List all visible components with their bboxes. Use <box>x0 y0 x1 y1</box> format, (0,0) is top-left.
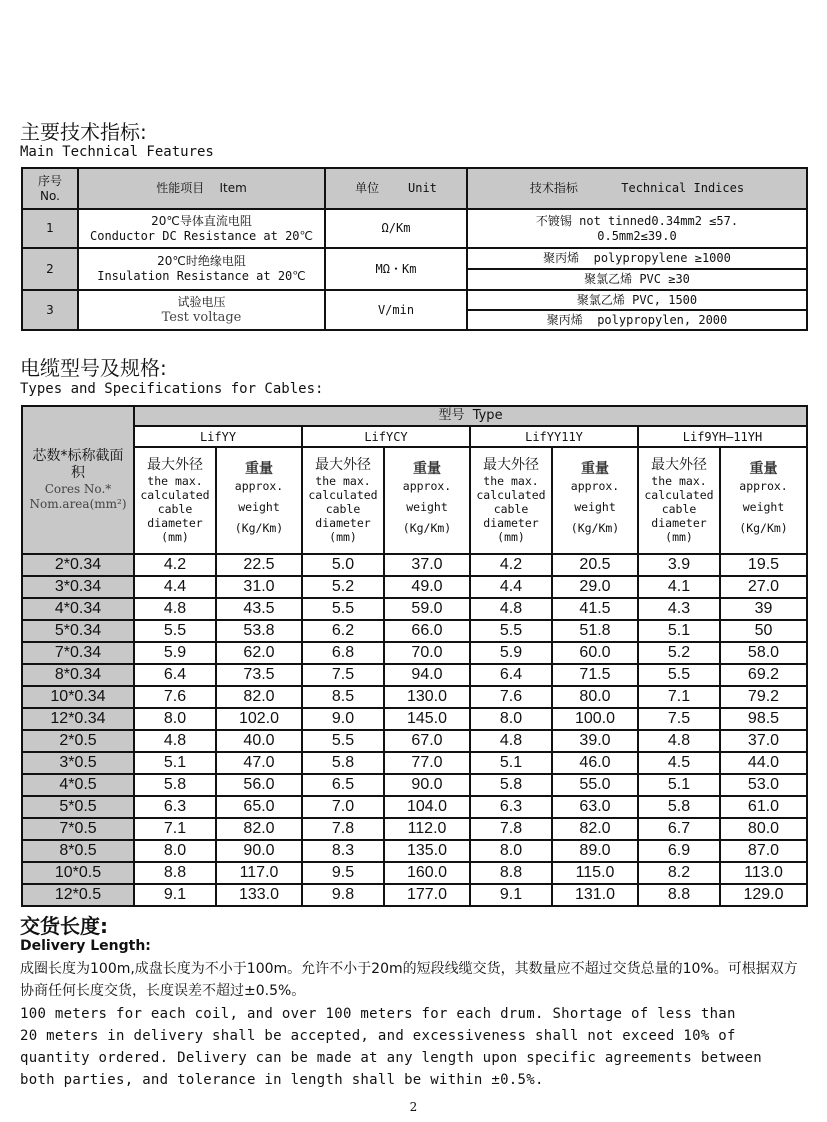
diameter-cell: 4.8 <box>470 730 552 752</box>
diameter-header-l4: diameter <box>483 516 539 530</box>
diameter-cell: 6.5 <box>302 774 384 796</box>
weight-cell: 50 <box>720 620 807 642</box>
table-row <box>22 774 807 796</box>
row-indices: 聚氯乙烯 PVC ≥30 <box>467 269 807 290</box>
weight-header <box>384 447 470 554</box>
diameter-cell: 5.5 <box>302 598 384 620</box>
weight-cell: 39 <box>720 598 807 620</box>
diameter-cell: 5.1 <box>470 752 552 774</box>
cores-header-cn: 芯数*标称截面积 <box>32 448 124 481</box>
weight-cell: 135.0 <box>384 840 470 862</box>
row-indices: 聚丙烯 polypropylen, 2000 <box>467 310 807 330</box>
table-row <box>22 818 807 840</box>
row-no: 1 <box>22 209 78 248</box>
weight-header-l2: weight <box>574 500 616 514</box>
weight-cell: 73.5 <box>216 664 302 686</box>
weight-cell: 62.0 <box>216 642 302 664</box>
diameter-header-l3: cable <box>157 502 193 516</box>
indices-line: 0.5mm2≤39.0 <box>597 228 677 243</box>
section-title-main-technical-cn: 主要技术指标: <box>20 120 147 144</box>
weight-cell: 69.2 <box>720 664 807 686</box>
diameter-cell: 5.1 <box>638 620 720 642</box>
diameter-cell: 4.4 <box>470 576 552 598</box>
weight-cell: 145.0 <box>384 708 470 730</box>
weight-cell: 102.0 <box>216 708 302 730</box>
item-en: Conductor DC Resistance at 20℃ <box>90 228 313 243</box>
weight-header-l1: approx. <box>402 479 452 493</box>
weight-cell: 82.0 <box>216 818 302 840</box>
diameter-header-cn: 最大外径 <box>147 457 203 473</box>
diameter-cell: 9.1 <box>470 884 552 906</box>
diameter-cell: 5.2 <box>302 576 384 598</box>
diameter-cell: 5.1 <box>134 752 216 774</box>
weight-cell: 129.0 <box>720 884 807 906</box>
diameter-cell: 9.1 <box>134 884 216 906</box>
cable-specifications-table <box>21 405 808 907</box>
diameter-cell: 4.1 <box>638 576 720 598</box>
weight-cell: 90.0 <box>216 840 302 862</box>
diameter-cell: 9.0 <box>302 708 384 730</box>
diameter-cell: 7.8 <box>302 818 384 840</box>
diameter-header <box>470 447 552 554</box>
header-no <box>22 168 78 209</box>
indices-line: 不镀锡 not tinned0.34mm2 ≤57. <box>535 213 739 228</box>
row-item <box>78 209 325 248</box>
weight-cell: 80.0 <box>720 818 807 840</box>
delivery-line: 20 meters in delivery shall be accepted, and excessiveness shall not exceed 10% of <box>20 1028 736 1044</box>
diameter-cell: 5.5 <box>302 730 384 752</box>
table-header-row <box>22 168 807 209</box>
diameter-cell: 7.5 <box>302 664 384 686</box>
weight-cell: 59.0 <box>384 598 470 620</box>
weight-cell: 65.0 <box>216 796 302 818</box>
weight-cell: 82.0 <box>552 818 638 840</box>
header-unit: 单位 Unit <box>325 168 467 209</box>
weight-cell: 115.0 <box>552 862 638 884</box>
diameter-cell: 3.9 <box>638 554 720 576</box>
weight-cell: 130.0 <box>384 686 470 708</box>
type-header: 型号 Type <box>134 406 807 426</box>
diameter-cell: 7.1 <box>134 818 216 840</box>
diameter-cell: 9.8 <box>302 884 384 906</box>
diameter-header-l5: (mm) <box>329 530 357 544</box>
diameter-header-l1: the max. <box>147 474 203 488</box>
table-row <box>22 884 807 906</box>
technical-features-table <box>21 167 808 331</box>
header-indices: 技术指标 Technical Indices <box>467 168 807 209</box>
row-indices: 聚丙烯 polypropylene ≥1000 <box>467 248 807 269</box>
weight-header-cn: 重量 <box>581 461 609 477</box>
weight-cell: 87.0 <box>720 840 807 862</box>
weight-cell: 40.0 <box>216 730 302 752</box>
diameter-header-l3: cable <box>493 502 529 516</box>
weight-header-cn: 重量 <box>245 461 273 477</box>
header-no-en: No. <box>40 188 60 203</box>
diameter-cell: 4.8 <box>134 730 216 752</box>
diameter-cell: 6.4 <box>134 664 216 686</box>
diameter-cell: 5.2 <box>638 642 720 664</box>
weight-cell: 80.0 <box>552 686 638 708</box>
column-header-row <box>22 447 807 554</box>
cores-cell: 12*0.34 <box>22 708 134 730</box>
weight-header-l2: weight <box>238 500 280 514</box>
diameter-cell: 6.2 <box>302 620 384 642</box>
weight-cell: 90.0 <box>384 774 470 796</box>
weight-cell: 61.0 <box>720 796 807 818</box>
diameter-cell: 8.0 <box>470 708 552 730</box>
diameter-header-l2: calculated <box>140 488 210 502</box>
diameter-cell: 8.8 <box>470 862 552 884</box>
diameter-cell: 5.5 <box>470 620 552 642</box>
diameter-cell: 8.8 <box>134 862 216 884</box>
weight-cell: 39.0 <box>552 730 638 752</box>
diameter-header <box>134 447 216 554</box>
weight-header-l3: (Kg/Km) <box>402 521 452 535</box>
weight-cell: 67.0 <box>384 730 470 752</box>
cores-cell: 8*0.5 <box>22 840 134 862</box>
weight-header-l3: (Kg/Km) <box>234 521 284 535</box>
diameter-cell: 6.7 <box>638 818 720 840</box>
diameter-header-l1: the max. <box>315 474 371 488</box>
cores-cell: 7*0.5 <box>22 818 134 840</box>
weight-cell: 66.0 <box>384 620 470 642</box>
cores-cell: 4*0.34 <box>22 598 134 620</box>
diameter-header <box>638 447 720 554</box>
diameter-cell: 4.8 <box>470 598 552 620</box>
row-indices <box>467 209 807 248</box>
diameter-cell: 7.1 <box>638 686 720 708</box>
weight-cell: 47.0 <box>216 752 302 774</box>
section-title-main-technical-en: Main Technical Features <box>20 144 214 160</box>
table-row <box>22 708 807 730</box>
weight-cell: 19.5 <box>720 554 807 576</box>
weight-cell: 43.5 <box>216 598 302 620</box>
diameter-cell: 8.0 <box>134 708 216 730</box>
weight-cell: 51.8 <box>552 620 638 642</box>
row-unit: MΩ・Km <box>325 248 467 290</box>
weight-cell: 60.0 <box>552 642 638 664</box>
diameter-cell: 8.5 <box>302 686 384 708</box>
diameter-header-l3: cable <box>661 502 697 516</box>
cores-header <box>22 406 134 554</box>
row-item <box>78 290 325 330</box>
weight-header-l2: weight <box>406 500 448 514</box>
weight-cell: 160.0 <box>384 862 470 884</box>
weight-cell: 58.0 <box>720 642 807 664</box>
table-row <box>22 752 807 774</box>
table-row <box>22 290 807 310</box>
cores-cell: 5*0.5 <box>22 796 134 818</box>
weight-cell: 71.5 <box>552 664 638 686</box>
table-row <box>22 730 807 752</box>
diameter-cell: 8.8 <box>638 884 720 906</box>
diameter-cell: 7.6 <box>470 686 552 708</box>
diameter-cell: 5.0 <box>302 554 384 576</box>
table-row <box>22 686 807 708</box>
row-item <box>78 248 325 290</box>
cores-cell: 8*0.34 <box>22 664 134 686</box>
diameter-header-l5: (mm) <box>665 530 693 544</box>
weight-header-l1: approx. <box>570 479 620 493</box>
weight-cell: 94.0 <box>384 664 470 686</box>
diameter-cell: 7.6 <box>134 686 216 708</box>
weight-cell: 49.0 <box>384 576 470 598</box>
weight-cell: 37.0 <box>720 730 807 752</box>
row-no: 3 <box>22 290 78 330</box>
row-no: 2 <box>22 248 78 290</box>
cores-cell: 2*0.34 <box>22 554 134 576</box>
section-title-delivery-cn: 交货长度: <box>20 914 108 938</box>
table-row <box>22 620 807 642</box>
weight-cell: 41.5 <box>552 598 638 620</box>
weight-cell: 70.0 <box>384 642 470 664</box>
weight-header-l2: weight <box>742 500 785 514</box>
weight-cell: 56.0 <box>216 774 302 796</box>
diameter-cell: 6.3 <box>470 796 552 818</box>
weight-cell: 117.0 <box>216 862 302 884</box>
diameter-cell: 6.3 <box>134 796 216 818</box>
table-row <box>22 248 807 269</box>
weight-cell: 31.0 <box>216 576 302 598</box>
diameter-cell: 4.5 <box>638 752 720 774</box>
weight-cell: 89.0 <box>552 840 638 862</box>
weight-header <box>552 447 638 554</box>
section-title-cable-types-en: Types and Specifications for Cables: <box>20 381 324 397</box>
weight-cell: 53.0 <box>720 774 807 796</box>
weight-header-l3: (Kg/Km) <box>739 521 788 535</box>
weight-cell: 79.2 <box>720 686 807 708</box>
weight-cell: 98.5 <box>720 708 807 730</box>
weight-header <box>720 447 807 554</box>
delivery-line: 100 meters for each coil, and over 100 meters for each drum. Shortage of less than <box>20 1006 736 1022</box>
cores-cell: 5*0.34 <box>22 620 134 642</box>
page-number: 2 <box>409 1100 418 1114</box>
delivery-line: both parties, and tolerance in length shall be within ±0.5%. <box>20 1072 544 1088</box>
diameter-header-l1: the max. <box>651 474 707 488</box>
diameter-cell: 5.8 <box>470 774 552 796</box>
cores-cell: 10*0.34 <box>22 686 134 708</box>
weight-cell: 104.0 <box>384 796 470 818</box>
cores-cell: 2*0.5 <box>22 730 134 752</box>
diameter-cell: 4.8 <box>134 598 216 620</box>
diameter-header-l3: cable <box>325 502 361 516</box>
weight-cell: 113.0 <box>720 862 807 884</box>
diameter-header-l4: diameter <box>147 516 203 530</box>
table-row <box>22 642 807 664</box>
weight-cell: 27.0 <box>720 576 807 598</box>
diameter-cell: 6.4 <box>470 664 552 686</box>
weight-cell: 22.5 <box>216 554 302 576</box>
weight-cell: 131.0 <box>552 884 638 906</box>
weight-header-l1: approx. <box>739 479 788 493</box>
weight-cell: 77.0 <box>384 752 470 774</box>
cores-cell: 10*0.5 <box>22 862 134 884</box>
table-row <box>22 840 807 862</box>
diameter-cell: 4.2 <box>134 554 216 576</box>
delivery-paragraph-en <box>20 1003 820 1091</box>
weight-header-l1: approx. <box>234 479 284 493</box>
cores-cell: 12*0.5 <box>22 884 134 906</box>
weight-cell: 133.0 <box>216 884 302 906</box>
weight-cell: 44.0 <box>720 752 807 774</box>
row-indices: 聚氯乙烯 PVC, 1500 <box>467 290 807 310</box>
table-row <box>22 796 807 818</box>
diameter-header-l5: (mm) <box>497 530 525 544</box>
weight-header-cn: 重量 <box>749 461 778 477</box>
diameter-cell: 8.0 <box>134 840 216 862</box>
diameter-cell: 5.9 <box>134 642 216 664</box>
item-cn: 20℃导体直流电阻 <box>151 213 252 228</box>
weight-cell: 55.0 <box>552 774 638 796</box>
diameter-header-l4: diameter <box>315 516 371 530</box>
diameter-cell: 7.8 <box>470 818 552 840</box>
weight-cell: 100.0 <box>552 708 638 730</box>
model-header: LifYCY <box>302 426 470 447</box>
diameter-cell: 4.2 <box>470 554 552 576</box>
section-title-delivery-en: Delivery Length: <box>20 938 151 954</box>
diameter-cell: 5.8 <box>638 796 720 818</box>
diameter-cell: 5.9 <box>470 642 552 664</box>
row-unit: Ω/Km <box>325 209 467 248</box>
diameter-header-l2: calculated <box>476 488 546 502</box>
cores-header-en-1: Cores No.* <box>44 482 112 496</box>
cores-cell: 4*0.5 <box>22 774 134 796</box>
weight-cell: 82.0 <box>216 686 302 708</box>
header-no-cn: 序号 <box>37 173 62 188</box>
diameter-cell: 7.5 <box>638 708 720 730</box>
diameter-cell: 4.4 <box>134 576 216 598</box>
diameter-header-cn: 最大外径 <box>651 457 707 473</box>
item-cn: 20℃时绝缘电阻 <box>157 254 246 268</box>
diameter-header-l2: calculated <box>644 488 714 502</box>
cores-cell: 3*0.5 <box>22 752 134 774</box>
weight-cell: 112.0 <box>384 818 470 840</box>
weight-cell: 177.0 <box>384 884 470 906</box>
weight-cell: 63.0 <box>552 796 638 818</box>
weight-header-cn: 重量 <box>413 461 441 477</box>
table-row <box>22 576 807 598</box>
diameter-cell: 8.3 <box>302 840 384 862</box>
diameter-cell: 5.8 <box>302 752 384 774</box>
diameter-header-l4: diameter <box>651 516 707 530</box>
diameter-cell: 6.9 <box>638 840 720 862</box>
model-header: LifYY11Y <box>470 426 638 447</box>
table-row <box>22 664 807 686</box>
diameter-cell: 4.8 <box>638 730 720 752</box>
diameter-cell: 8.0 <box>470 840 552 862</box>
diameter-cell: 9.5 <box>302 862 384 884</box>
table-row <box>22 598 807 620</box>
weight-header-l3: (Kg/Km) <box>570 521 620 535</box>
diameter-cell: 8.2 <box>638 862 720 884</box>
diameter-cell: 5.5 <box>134 620 216 642</box>
weight-cell: 53.8 <box>216 620 302 642</box>
weight-cell: 20.5 <box>552 554 638 576</box>
diameter-cell: 5.8 <box>134 774 216 796</box>
item-en: Insulation Resistance at 20℃ <box>97 269 306 283</box>
model-header-row <box>22 426 807 447</box>
diameter-header-cn: 最大外径 <box>483 457 539 473</box>
model-header: LifYY <box>134 426 302 447</box>
type-header-row <box>22 406 807 426</box>
section-title-cable-types-cn: 电缆型号及规格: <box>20 356 167 380</box>
diameter-header-cn: 最大外径 <box>315 457 371 473</box>
diameter-cell: 4.3 <box>638 598 720 620</box>
item-en: Test voltage <box>161 310 242 325</box>
table-row <box>22 554 807 576</box>
weight-header <box>216 447 302 554</box>
diameter-header-l1: the max. <box>483 474 539 488</box>
diameter-cell: 5.5 <box>638 664 720 686</box>
weight-cell: 29.0 <box>552 576 638 598</box>
item-cn: 试验电压 <box>177 295 226 309</box>
weight-cell: 37.0 <box>384 554 470 576</box>
diameter-header-l5: (mm) <box>161 530 189 544</box>
cores-header-en-2: Nom.area(mm²) <box>29 497 127 511</box>
delivery-line: quantity ordered. Delivery can be made at any length upon specific agreements between <box>20 1050 762 1066</box>
row-unit: V/min <box>325 290 467 330</box>
diameter-header <box>302 447 384 554</box>
diameter-header-l2: calculated <box>308 488 378 502</box>
delivery-paragraph-cn: 成圈长度为100m,成盘长度为不小于100m。允许不小于20m的短段线缆交货，其数量应不超过交货总量的10%。可根据双方协商任何长度交货，长度误差不超过±0.5%。 <box>20 961 798 999</box>
diameter-cell: 6.8 <box>302 642 384 664</box>
table-row <box>22 862 807 884</box>
diameter-cell: 7.0 <box>302 796 384 818</box>
cores-cell: 3*0.34 <box>22 576 134 598</box>
weight-cell: 46.0 <box>552 752 638 774</box>
model-header: Lif9YH—11YH <box>638 426 807 447</box>
cores-cell: 7*0.34 <box>22 642 134 664</box>
diameter-cell: 5.1 <box>638 774 720 796</box>
header-item: 性能项目 Item <box>78 168 325 209</box>
table-row <box>22 209 807 248</box>
